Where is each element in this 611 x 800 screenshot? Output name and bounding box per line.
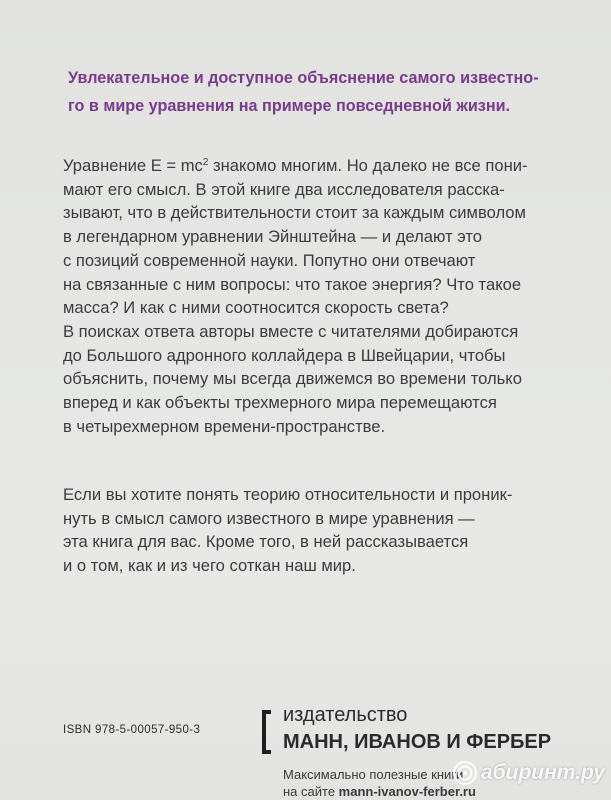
paragraph-line: до Большого адронного коллайдера в Швейцарии, чтобы (63, 345, 506, 365)
watermark (452, 760, 605, 786)
isbn-number: ISBN 978-5-00057-950-3 (63, 724, 201, 736)
publisher-label: издательство (283, 704, 408, 726)
paragraph-line: с позиций современной науки. Попутно они отвечают (63, 250, 476, 270)
description-paragraph-2 (63, 483, 593, 578)
paragraph-line: Если вы хотите понять теорию относительности и проник- (63, 485, 513, 504)
paragraph-line: зывают, что в действительности стоит за каждым символом (63, 203, 526, 223)
paragraph-line: в четырехмерном времени-пространстве. (63, 416, 386, 436)
exponent: 2 (202, 157, 209, 168)
publisher-bracket-icon (262, 710, 271, 754)
site-link[interactable]: mann-ivanov-ferber.ru (338, 784, 476, 799)
lead-line: го в мире уравнения на примере повседневной жизни. (68, 97, 511, 115)
paragraph-line: масса? И как с ними соотносится скорость света? (63, 298, 449, 318)
paragraph-line: объяснить, почему мы всегда движемся во времени только (63, 369, 522, 389)
lead-text (68, 64, 588, 120)
paragraph-line: нуть в смысл самого известного в мире уравнения — (63, 508, 475, 528)
lead-line: Увлекательное и доступное объяснение самого известно- (68, 69, 539, 87)
publisher-site: на сайте mann-ivanov-ferber.ru (283, 784, 476, 799)
paragraph-line: Уравнение $E = mc^2$ знакомо многим. Но далеко не все пони- (63, 156, 528, 175)
labirint-logo-icon (452, 760, 478, 786)
paragraph-line: мают его смысл. В этой книге два исследователя расска- (63, 179, 505, 199)
paragraph-line: в легендарном уравнении Эйнштейна — и делают это (63, 227, 483, 247)
watermark-text: абиринт.ру (480, 761, 605, 784)
paragraph-line: вперед и как объекты трехмерного мира перемещаются (63, 393, 497, 413)
paragraph-line: В поисках ответа авторы вместе с читателями добираются (63, 321, 519, 341)
paragraph-line: эта книга для вас. Кроме того, в ней рассказывается (63, 532, 469, 552)
publisher-slogan: Максимально полезные книги (283, 767, 464, 782)
description-paragraph-1 (63, 154, 593, 438)
paragraph-line: и о том, как и из чего соткан наш мир. (63, 556, 356, 576)
publisher-name: МАНН, ИВАНОВ И ФЕРБЕР (283, 731, 552, 753)
paragraph-line: на связанные с ним вопросы: что такое энергия? Что такое (63, 274, 522, 294)
